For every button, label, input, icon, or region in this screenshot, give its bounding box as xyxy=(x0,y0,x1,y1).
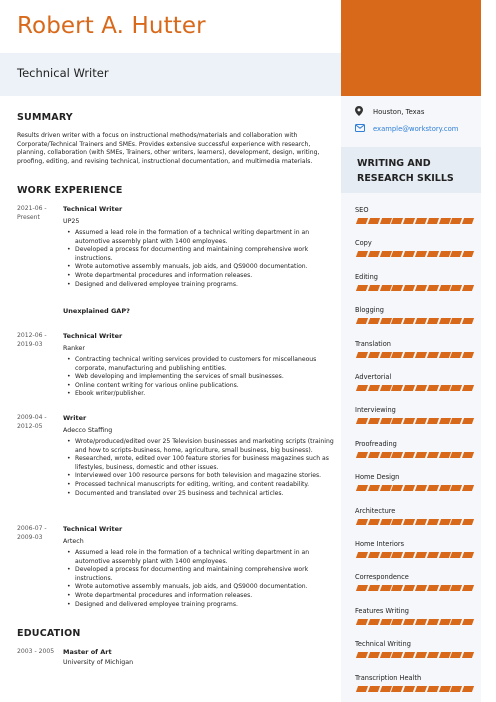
skill-level-segment xyxy=(403,385,415,391)
skill-level-segment xyxy=(427,218,439,224)
skill-level-segment xyxy=(450,619,462,625)
skill-level-segment xyxy=(403,251,415,257)
skill-level-segment xyxy=(403,619,415,625)
skill-item xyxy=(355,205,473,224)
job-bullet: • Researched, wrote, edited over 100 feature stories for business magazines such as lifestyles, business, domestic and other issues. xyxy=(63,455,335,472)
skill-level-segment xyxy=(462,619,474,625)
skill-level-segment xyxy=(380,385,392,391)
skill-level-segment xyxy=(391,251,403,257)
skill-level-segment xyxy=(415,418,427,424)
gap-note: Unexplained GAP? xyxy=(63,307,130,315)
skill-level-segment xyxy=(450,585,462,591)
skill-level-bar xyxy=(355,218,473,224)
skill-level-segment xyxy=(380,218,392,224)
skill-level-segment xyxy=(356,285,368,291)
skill-level-segment xyxy=(403,585,415,591)
skill-level-segment xyxy=(462,218,474,224)
skill-level-segment xyxy=(427,452,439,458)
job-dates xyxy=(17,525,61,542)
job-bullet: • Online content writing for various online publications. xyxy=(63,382,335,391)
skill-level-segment xyxy=(403,686,415,692)
job-bullet: • Designed and delivered employee training programs. xyxy=(63,281,335,290)
job-date-end: Present xyxy=(17,213,40,221)
skill-name: Advertorial xyxy=(355,373,392,381)
summary-heading: SUMMARY xyxy=(17,112,73,123)
job-title: Writer xyxy=(63,414,87,422)
job-company: Adecco Staffing xyxy=(63,427,113,434)
skill-level-segment xyxy=(356,385,368,391)
summary-text xyxy=(17,132,327,166)
skill-level-segment xyxy=(427,318,439,324)
skill-name: Technical Writing xyxy=(355,640,411,649)
skill-level-segment xyxy=(462,452,474,458)
skill-name: Blogging xyxy=(355,306,384,315)
skill-level-segment xyxy=(427,251,439,257)
skill-level-segment xyxy=(356,418,368,424)
job-bullet: • Designed and delivered employee training programs. xyxy=(63,601,335,610)
skill-level-segment xyxy=(462,519,474,525)
skill-level-segment xyxy=(450,318,462,324)
skill-name: Transcription Health xyxy=(355,673,422,682)
skill-name: Copy xyxy=(355,239,372,248)
skill-level-segment xyxy=(450,686,462,692)
skill-item xyxy=(355,606,473,625)
skill-level-bar xyxy=(355,452,473,458)
skill-level-segment xyxy=(439,352,451,358)
skill-level-segment xyxy=(427,585,439,591)
skill-level-segment xyxy=(356,318,368,324)
skill-level-segment xyxy=(415,352,427,358)
skill-level-bar xyxy=(355,418,473,424)
skill-level-segment xyxy=(368,552,380,558)
skill-name: Editing xyxy=(355,272,378,281)
skill-level-segment xyxy=(450,352,462,358)
skill-item xyxy=(355,639,473,658)
skill-level-segment xyxy=(380,352,392,358)
skill-level-segment xyxy=(380,619,392,625)
skill-level-segment xyxy=(450,418,462,424)
skill-level-segment xyxy=(391,686,403,692)
skills-heading-band xyxy=(341,147,481,193)
job-title-band xyxy=(0,53,341,96)
skill-level-segment xyxy=(391,552,403,558)
skill-name: Architecture xyxy=(355,506,396,515)
skill-level-segment xyxy=(403,218,415,224)
skill-level-segment xyxy=(356,652,368,658)
skill-level-segment xyxy=(356,585,368,591)
skill-level-segment xyxy=(368,218,380,224)
skill-level-bar xyxy=(355,585,473,591)
skill-level-segment xyxy=(403,552,415,558)
skill-level-segment xyxy=(427,652,439,658)
skill-item xyxy=(355,572,473,591)
skill-level-segment xyxy=(415,652,427,658)
skill-level-segment xyxy=(391,352,403,358)
skill-level-segment xyxy=(415,519,427,525)
skill-level-segment xyxy=(368,619,380,625)
skill-level-segment xyxy=(391,385,403,391)
skills-heading-line: WRITING AND xyxy=(357,158,431,169)
skill-item xyxy=(355,472,473,491)
skill-level-segment xyxy=(427,285,439,291)
job-date-end: 2009-03 xyxy=(17,533,43,541)
skill-level-segment xyxy=(439,285,451,291)
skill-level-bar xyxy=(355,519,473,525)
skill-level-segment xyxy=(415,485,427,491)
skill-level-segment xyxy=(462,318,474,324)
job-body xyxy=(63,414,335,498)
skill-level-segment xyxy=(380,452,392,458)
skill-level-segment xyxy=(415,552,427,558)
skill-level-segment xyxy=(356,686,368,692)
job-bullet: • Documented and translated over 25 business and technical articles. xyxy=(63,490,335,499)
job-date-start: 2009-04 - xyxy=(17,414,47,421)
job-date-end: 2012-05 xyxy=(17,422,43,430)
skill-level-bar xyxy=(355,285,473,291)
job-bullet: • Contracting technical writing services provided to customers for miscellaneous corporate, manufacturing and publishing entities. xyxy=(63,356,335,373)
job-company: UP25 xyxy=(63,218,80,225)
skill-level-segment xyxy=(439,385,451,391)
skill-level-segment xyxy=(368,519,380,525)
skill-name: SEO xyxy=(355,206,369,214)
skill-level-segment xyxy=(391,452,403,458)
skill-level-segment xyxy=(450,519,462,525)
skill-level-segment xyxy=(439,519,451,525)
skill-level-segment xyxy=(450,285,462,291)
skill-level-segment xyxy=(403,485,415,491)
sidebar xyxy=(341,0,481,702)
contact-location xyxy=(355,106,424,118)
skill-item xyxy=(355,539,473,558)
skill-level-bar xyxy=(355,251,473,257)
skill-level-segment xyxy=(462,418,474,424)
skill-level-segment xyxy=(462,385,474,391)
skill-level-segment xyxy=(403,318,415,324)
job-bullet: • Wrote departmental procedures and information releases. xyxy=(63,592,335,601)
skill-item xyxy=(355,238,473,257)
skill-level-segment xyxy=(391,585,403,591)
skill-level-segment xyxy=(368,352,380,358)
skill-level-segment xyxy=(368,318,380,324)
envelope-icon xyxy=(355,124,367,134)
skill-level-segment xyxy=(380,552,392,558)
education-body xyxy=(63,648,335,667)
skill-level-segment xyxy=(450,385,462,391)
contact-email[interactable] xyxy=(355,124,458,134)
skill-level-segment xyxy=(450,552,462,558)
job-bullet: • Wrote departmental procedures and information releases. xyxy=(63,272,335,281)
skill-level-segment xyxy=(439,686,451,692)
skill-level-segment xyxy=(356,519,368,525)
job-body xyxy=(63,332,335,399)
skill-level-segment xyxy=(356,619,368,625)
skill-level-segment xyxy=(450,652,462,658)
job-bullet: • Interviewed over 100 resource persons for both television and magazine stories. xyxy=(63,472,335,481)
skill-level-segment xyxy=(462,552,474,558)
skill-item xyxy=(355,405,473,424)
email-link[interactable]: example@workstory.com xyxy=(373,125,459,133)
summary-line: Results driven writer with a focus on instructional methods/materials and collaboration with xyxy=(17,132,298,139)
skill-level-segment xyxy=(415,585,427,591)
job-bullet: • Wrote automotive assembly manuals, job aids, and QS9000 documentation. xyxy=(63,583,335,592)
skill-level-segment xyxy=(380,686,392,692)
skill-level-segment xyxy=(415,385,427,391)
skill-level-segment xyxy=(462,652,474,658)
skill-level-bar xyxy=(355,619,473,625)
education-degree: Master of Art xyxy=(63,648,112,656)
skill-level-segment xyxy=(427,352,439,358)
job-date-start: 2012-06 - xyxy=(17,332,47,339)
skill-level-segment xyxy=(462,352,474,358)
summary-line: planning, collaboration (with SMEs, Trainers, other writers, learners), development, design, writing, xyxy=(17,149,320,156)
skill-level-segment xyxy=(403,452,415,458)
skill-level-segment xyxy=(450,251,462,257)
skill-level-segment xyxy=(368,385,380,391)
job-bullets xyxy=(63,229,335,289)
skill-item xyxy=(355,673,473,692)
education-dates: 2003 - 2005 xyxy=(17,648,55,655)
skill-level-segment xyxy=(368,251,380,257)
job-dates xyxy=(17,414,61,431)
skill-level-bar xyxy=(355,385,473,391)
skill-level-segment xyxy=(439,218,451,224)
skill-level-segment xyxy=(356,452,368,458)
skill-level-segment xyxy=(391,418,403,424)
skill-level-segment xyxy=(462,485,474,491)
job-title: Technical Writer xyxy=(63,205,123,213)
job-title: Technical Writer xyxy=(17,66,109,80)
skill-name: Features Writing xyxy=(355,606,409,615)
skill-level-segment xyxy=(356,251,368,257)
skill-level-segment xyxy=(415,452,427,458)
skill-level-bar xyxy=(355,318,473,324)
job-dates xyxy=(17,205,61,222)
skill-level-segment xyxy=(439,619,451,625)
skill-level-segment xyxy=(450,218,462,224)
job-title: Technical Writer xyxy=(63,525,123,533)
accent-block xyxy=(341,0,481,96)
job-bullet: • Wrote/produced/edited over 25 Television businesses and marketing scripts (training and how to scripts-business, home, agriculture, small business, big business). xyxy=(63,438,335,455)
education-heading: EDUCATION xyxy=(17,628,81,639)
skill-level-segment xyxy=(403,519,415,525)
skill-level-segment xyxy=(462,285,474,291)
skill-level-segment xyxy=(380,285,392,291)
skill-level-segment xyxy=(415,251,427,257)
summary-line: Corporate/Technical Trainers and SMEs. Provides extensive successful experience with research, xyxy=(17,140,311,148)
skill-level-segment xyxy=(415,619,427,625)
skill-level-bar xyxy=(355,552,473,558)
skill-level-segment xyxy=(391,519,403,525)
skill-item xyxy=(355,372,473,391)
skill-level-segment xyxy=(427,418,439,424)
skill-item xyxy=(355,439,473,458)
skill-level-segment xyxy=(427,485,439,491)
skill-level-segment xyxy=(403,285,415,291)
job-bullets xyxy=(63,438,335,498)
skill-level-segment xyxy=(427,552,439,558)
job-title: Technical Writer xyxy=(63,332,123,340)
skill-level-segment xyxy=(391,318,403,324)
skill-level-segment xyxy=(462,585,474,591)
skill-level-segment xyxy=(368,585,380,591)
job-bullet: • Wrote automotive assembly manuals, job aids, and QS9000 documentation. xyxy=(63,263,335,272)
skill-level-segment xyxy=(391,218,403,224)
skill-level-segment xyxy=(427,385,439,391)
skill-level-bar xyxy=(355,686,473,692)
job-bullets xyxy=(63,356,335,399)
candidate-name: Robert A. Hutter xyxy=(17,13,206,39)
job-body xyxy=(63,525,335,609)
skill-level-segment xyxy=(439,452,451,458)
skill-level-segment xyxy=(391,619,403,625)
skill-level-bar xyxy=(355,352,473,358)
job-bullet: • Developed a process for documenting and maintaining comprehensive work instructions. xyxy=(63,566,335,583)
skill-level-segment xyxy=(368,418,380,424)
skill-level-segment xyxy=(450,485,462,491)
skill-level-segment xyxy=(403,352,415,358)
job-company: Ranker xyxy=(63,345,85,352)
job-dates xyxy=(17,332,61,349)
job-date-end: 2019-03 xyxy=(17,340,43,348)
location-text: Houston, Texas xyxy=(373,108,425,116)
skill-level-bar xyxy=(355,652,473,658)
job-bullet: • Assumed a lead role in the formation of a technical writing department in an automotive assembly plant with 1400 employees. xyxy=(63,549,335,566)
job-date-start: 2021-06 - xyxy=(17,205,47,212)
skill-level-segment xyxy=(391,485,403,491)
education-school: University of Michigan xyxy=(63,659,134,666)
skill-level-segment xyxy=(368,285,380,291)
work-experience-heading: WORK EXPERIENCE xyxy=(17,185,123,196)
skill-name: Translation xyxy=(355,339,391,348)
skill-item xyxy=(355,272,473,291)
job-body xyxy=(63,205,335,289)
skill-level-segment xyxy=(368,652,380,658)
skill-level-segment xyxy=(427,519,439,525)
skill-level-segment xyxy=(462,251,474,257)
job-bullet: • Ebook writer/publisher. xyxy=(63,390,335,399)
skill-name: Interviewing xyxy=(355,406,396,415)
job-bullet: • Developed a process for documenting and maintaining comprehensive work instructions. xyxy=(63,246,335,263)
skill-item xyxy=(355,339,473,358)
job-bullets xyxy=(63,549,335,609)
skill-level-segment xyxy=(391,285,403,291)
skill-level-segment xyxy=(356,218,368,224)
skill-level-segment xyxy=(427,619,439,625)
skill-level-segment xyxy=(427,686,439,692)
skill-level-segment xyxy=(356,352,368,358)
skills-heading xyxy=(357,156,454,186)
skill-level-segment xyxy=(380,519,392,525)
skill-level-segment xyxy=(403,652,415,658)
skill-level-segment xyxy=(415,686,427,692)
skill-name: Proofreading xyxy=(355,439,397,448)
skill-level-segment xyxy=(391,652,403,658)
skill-level-segment xyxy=(415,218,427,224)
skills-heading-line: RESEARCH SKILLS xyxy=(357,173,454,184)
job-company: Artech xyxy=(63,538,84,545)
skill-level-segment xyxy=(356,485,368,491)
skill-level-segment xyxy=(462,686,474,692)
skill-level-segment xyxy=(368,452,380,458)
job-bullet: • Processed technical manuscripts for editing, writing, and content readability. xyxy=(63,481,335,490)
skill-level-segment xyxy=(450,452,462,458)
skill-item xyxy=(355,506,473,525)
skill-name: Home Interiors xyxy=(355,540,405,548)
skill-level-segment xyxy=(368,686,380,692)
skill-level-segment xyxy=(403,418,415,424)
skill-level-segment xyxy=(415,318,427,324)
skill-level-segment xyxy=(415,285,427,291)
skill-level-bar xyxy=(355,485,473,491)
skill-name: Home Design xyxy=(355,473,400,482)
job-date-start: 2006-07 - xyxy=(17,525,47,532)
skill-level-segment xyxy=(439,552,451,558)
summary-line: proofing, editing, and revising technical, instructional documentation, and multimedia materials. xyxy=(17,157,313,165)
skill-level-segment xyxy=(356,552,368,558)
job-bullet: • Assumed a lead role in the formation of a technical writing department in an automotive assembly plant with 1400 employees. xyxy=(63,229,335,246)
skill-level-segment xyxy=(368,485,380,491)
skill-name: Correspondence xyxy=(355,573,409,582)
map-pin-icon xyxy=(355,106,367,118)
skill-item xyxy=(355,305,473,324)
job-bullet: • Web developing and implementing the services of small businesses. xyxy=(63,373,335,382)
